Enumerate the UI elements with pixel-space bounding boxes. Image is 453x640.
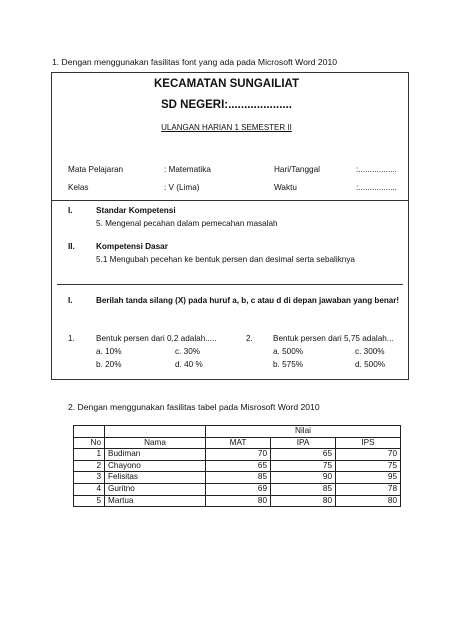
date-label: Hari/Tanggal — [274, 165, 320, 174]
question-2-option-d: d. 500% — [355, 360, 386, 369]
time-label: Waktu — [274, 183, 297, 192]
competency-number: II. — [68, 242, 75, 251]
table-cell: 75 — [336, 460, 401, 472]
table-cell: 85 — [206, 472, 271, 484]
divider — [51, 200, 409, 201]
standard-number: I. — [68, 206, 73, 215]
instruction-text: Berilah tanda silang (X) pada huruf a, b, c atau d di depan jawaban yang benar! — [96, 296, 400, 305]
table-cell: 3 — [74, 472, 105, 484]
table-cell: 85 — [271, 483, 336, 495]
subject-label: Mata Pelajaran — [68, 165, 124, 174]
table-cell: 70 — [336, 449, 401, 461]
table-cell: Felisitas — [105, 472, 206, 484]
question-2-option-c: c. 300% — [355, 347, 385, 356]
table-row — [74, 460, 401, 472]
table-cell: 80 — [336, 495, 401, 507]
table-cell: 95 — [336, 472, 401, 484]
class-label: Kelas — [68, 183, 89, 192]
table-row — [74, 472, 401, 484]
exam-title: ULANGAN HARIAN 1 SEMESTER II — [161, 123, 292, 132]
table-cell: Chayono — [105, 460, 206, 472]
subject-value: : Matematika — [164, 165, 211, 174]
table-header-name: Nama — [105, 437, 206, 449]
table-cell: 2 — [74, 460, 105, 472]
competency-item: 5.1 Mengubah pecehan ke bentuk persen dan desimal serta sebaliknya — [96, 255, 355, 264]
table-cell: 1 — [74, 449, 105, 461]
instruction-number: I. — [68, 296, 73, 305]
table-cell: 78 — [336, 483, 401, 495]
date-value: :................. — [356, 165, 397, 174]
table-cell: 90 — [271, 472, 336, 484]
table-row — [74, 495, 401, 507]
school-heading: SD NEGERI:.................... — [161, 99, 292, 111]
table-cell: 80 — [206, 495, 271, 507]
time-value: :................. — [356, 183, 397, 192]
table-cell: 65 — [271, 449, 336, 461]
table-cell: Guritno — [105, 483, 206, 495]
table-cell: 75 — [271, 460, 336, 472]
table-header-ipa: IPA — [271, 437, 336, 449]
table-empty-cell — [105, 426, 206, 438]
table-header-no: No — [74, 437, 105, 449]
grades-table — [73, 425, 401, 507]
table-header-row — [74, 426, 401, 438]
competency-title: Kompetensi Dasar — [96, 242, 168, 251]
table-cell: 5 — [74, 495, 105, 507]
table-cell: 70 — [206, 449, 271, 461]
class-value: : V (Lima) — [164, 183, 200, 192]
question-1-option-a: a. 10% — [96, 347, 122, 356]
table-header-ips: IPS — [336, 437, 401, 449]
table-cell: Martua — [105, 495, 206, 507]
question-1-option-d: d. 40 % — [175, 360, 203, 369]
standard-title: Standar Kompetensi — [96, 206, 176, 215]
question-2-option-a: a. 500% — [273, 347, 304, 356]
table-empty-cell — [74, 426, 105, 438]
table-cell: 4 — [74, 483, 105, 495]
question-1-option-b: b. 20% — [96, 360, 122, 369]
standard-item: 5. Mengenal pecahan dalam pemecahan masalah — [96, 219, 278, 228]
question-1-option-c: c. 30% — [175, 347, 201, 356]
section-2-title: 2. Dengan menggunakan fasilitas tabel pada Misrosoft Word 2010 — [68, 402, 320, 412]
question-2-option-b: b. 575% — [273, 360, 304, 369]
table-cell: 69 — [206, 483, 271, 495]
table-cell: 80 — [271, 495, 336, 507]
question-2-text: Bentuk persen dari 5,75 adalah... — [273, 334, 394, 343]
question-1-number: 1. — [68, 334, 75, 343]
table-group-header: Nilai — [206, 426, 401, 438]
table-row — [74, 483, 401, 495]
table-row — [74, 449, 401, 461]
section-1-title: 1. Dengan menggunakan fasilitas font yang ada pada Microsoft Word 2010 — [52, 57, 338, 67]
table-header-row — [74, 437, 401, 449]
kecamatan-heading: KECAMATAN SUNGAILIAT — [153, 78, 299, 90]
divider — [57, 284, 403, 285]
table-header-mat: MAT — [206, 437, 271, 449]
question-2-number: 2. — [246, 334, 253, 343]
table-cell: 65 — [206, 460, 271, 472]
table-cell: Budiman — [105, 449, 206, 461]
question-1-text: Bentuk persen dari 0,2 adalah..... — [96, 334, 217, 343]
